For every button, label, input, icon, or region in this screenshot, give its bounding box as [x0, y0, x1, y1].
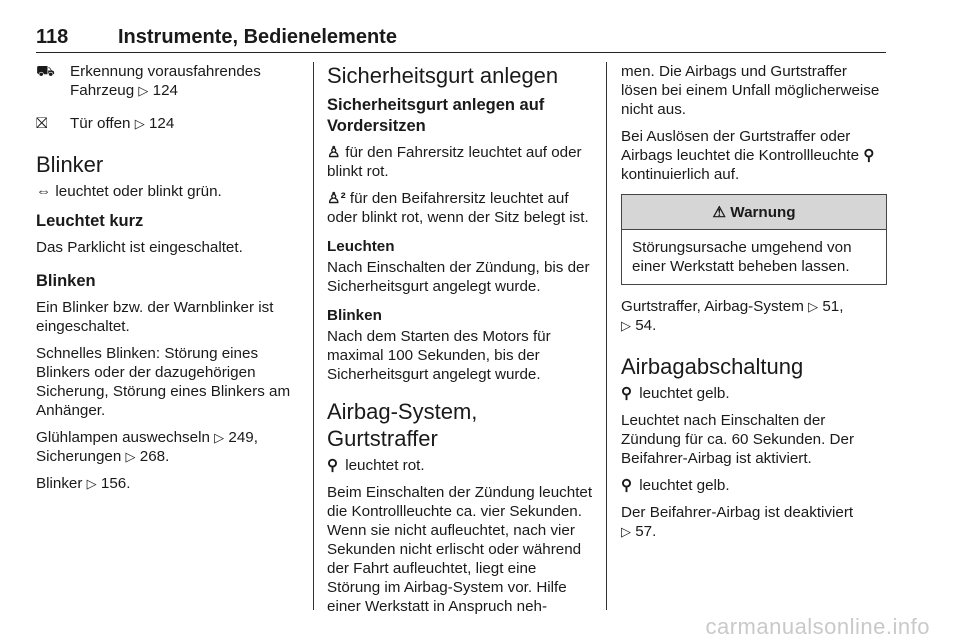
- paragraph-text: für den Fahrersitz leuchtet auf oder blinkt rot.: [327, 144, 582, 180]
- paragraph: [621, 503, 887, 541]
- warning-icon: ⚠: [712, 204, 727, 221]
- list-item: [36, 62, 294, 100]
- paragraph-text: Der Beifahrer-Airbag ist deaktiviert: [621, 504, 854, 521]
- paragraph: [327, 143, 593, 181]
- paragraph-text: leuchtet gelb.: [639, 385, 730, 402]
- paragraph-text: Sicherungen: [36, 448, 122, 465]
- page-ref-link[interactable]: 57.: [635, 523, 657, 540]
- section-heading-airbagabschaltung: Airbagabschaltung: [621, 354, 804, 379]
- paragraph: Nach Einschalten der Zündung, bis der Sicherheitsgurt angelegt wurde.: [327, 259, 590, 295]
- ref-arrow-icon: ▷: [214, 430, 225, 445]
- vehicle-ahead-icon: ⛟: [36, 63, 56, 80]
- paragraph: men. Die Airbags und Gurtstraffer lösen bei einem Unfall möglicherweise nicht aus.: [621, 63, 880, 118]
- ref-arrow-icon: ▷: [621, 524, 631, 539]
- seatbelt-passenger-icon: ♙²: [327, 190, 346, 207]
- subheading-blinken: Blinken: [36, 272, 96, 290]
- seatbelt-driver-icon: ♙: [327, 144, 341, 161]
- ref-arrow-icon: ▷: [134, 116, 145, 131]
- airbag-icon: ⚲: [327, 457, 339, 474]
- paragraph: [621, 297, 887, 335]
- paragraph: Ein Blinker bzw. der Warnblinker ist eingeschaltet.: [36, 299, 274, 335]
- paragraph: Das Parklicht ist eingeschaltet.: [36, 239, 243, 256]
- airbag-icon: ⚲: [863, 147, 875, 164]
- ref-arrow-icon: ▷: [138, 83, 149, 98]
- ref-arrow-icon: ▷: [125, 449, 136, 464]
- paragraph-text: Blinker: [36, 475, 83, 492]
- subheading-vordersitzen: Sicherheitsgurt anlegen auf Vordersitzen: [327, 96, 545, 135]
- ref-arrow-icon: ▷: [808, 299, 819, 314]
- page-ref-link[interactable]: 124: [148, 115, 175, 132]
- paragraph-text: Glühlampen auswechseln: [36, 429, 210, 446]
- paragraph: Blinker ▷ 156.: [36, 475, 131, 492]
- paragraph: [327, 189, 593, 227]
- paragraph-text: leuchtet rot.: [345, 457, 425, 474]
- warning-header: [622, 195, 886, 230]
- paragraph: Schnelles Blinken: Störung eines Blinkers oder der dazugehörigen Sicherung, Störung eines Blinkers am Anhänger.: [36, 345, 291, 419]
- section-heading-sicherheitsgurt: Sicherheitsgurt anlegen: [327, 63, 559, 88]
- column-2: [327, 62, 593, 624]
- airbag-on-icon: ⚲: [621, 385, 633, 402]
- subheading-leuchtet-kurz: Leuchtet kurz: [36, 212, 144, 230]
- warning-title: Warnung: [730, 204, 796, 221]
- subheading-leuchten: Leuchten: [327, 238, 395, 255]
- page-header: [36, 26, 886, 53]
- page-ref-link[interactable]: 124: [152, 82, 178, 99]
- column-divider-2: [606, 62, 607, 610]
- column-divider-1: [313, 62, 314, 610]
- paragraph: Beim Einschalten der Zündung leuchtet die Kontrollleuchte ca. vier Sekunden. Wenn sie nicht aufleuchtet, nach vier Sekunden nicht erlischt oder während der Fahrt aufleuchtet, liegt eine Störung im Airbag-System vor. Hilfe einer Werkstatt in Anspruch neh-: [327, 484, 593, 615]
- paragraph: [621, 127, 887, 184]
- subheading-blinken: Blinken: [327, 307, 382, 324]
- paragraph-text: leuchtet gelb.: [639, 477, 730, 494]
- column-1: [36, 62, 294, 501]
- page-ref-link[interactable]: 51,: [822, 298, 844, 315]
- page-ref-link[interactable]: 54.: [635, 317, 657, 334]
- section-heading-airbag: Airbag-System, Gurtstraffer: [327, 399, 478, 451]
- ref-arrow-icon: ▷: [621, 318, 631, 333]
- paragraph: Leuchtet nach Einschalten der Zündung für ca. 60 Sekunden. Der Beifahrer-Airbag ist aktiviert.: [621, 412, 855, 467]
- paragraph: Nach dem Starten des Motors für maximal 100 Sekunden, bis der Sicherheitsgurt angelegt wurde.: [327, 328, 551, 383]
- column-3: [621, 62, 887, 549]
- page-ref-link[interactable]: 249: [228, 429, 254, 446]
- paragraph-text: leuchtet oder blinkt grün.: [55, 183, 222, 200]
- paragraph-text: Bei Auslösen der Gurtstraffer oder Airbags leuchtet die Kontrollleuchte: [621, 128, 860, 164]
- door-open-icon: ⛝: [36, 115, 48, 132]
- entry-text: Tür offen: [70, 115, 131, 132]
- warning-box: [621, 194, 887, 285]
- paragraph: [621, 476, 887, 495]
- section-heading-blinker: Blinker: [36, 152, 104, 177]
- paragraph-text: für den Beifahrersitz leuchtet auf oder blinkt rot, wenn der Sitz belegt ist.: [327, 190, 589, 226]
- page-ref-link[interactable]: 156: [100, 475, 127, 492]
- chapter-title: Instrumente, Bedienelemente: [118, 26, 397, 48]
- watermark: carmanualsonline.info: [705, 614, 930, 639]
- paragraph: [327, 456, 593, 475]
- entry-text: Erkennung vorausfahrendes: [70, 63, 261, 80]
- page-number: 118: [36, 26, 69, 48]
- paragraph-text: kontinuierlich auf.: [621, 166, 740, 183]
- warning-body: Störungsursache umgehend von einer Werkstatt beheben lassen.: [632, 239, 852, 275]
- entry-text: Fahrzeug: [70, 82, 135, 99]
- list-item: [36, 114, 294, 133]
- page-ref-link[interactable]: 268: [139, 448, 166, 465]
- ref-arrow-icon: ▷: [86, 476, 97, 491]
- paragraph: [36, 182, 294, 201]
- paragraph: Glühlampen auswechseln ▷ 249, Sicherungen ▷ 268.: [36, 429, 258, 465]
- paragraph: [621, 384, 887, 403]
- paragraph-text: Gurtstraffer, Airbag-System: [621, 298, 804, 315]
- airbag-off-icon: ⚲: [621, 477, 633, 494]
- turn-signal-icon: ⇔: [36, 183, 52, 200]
